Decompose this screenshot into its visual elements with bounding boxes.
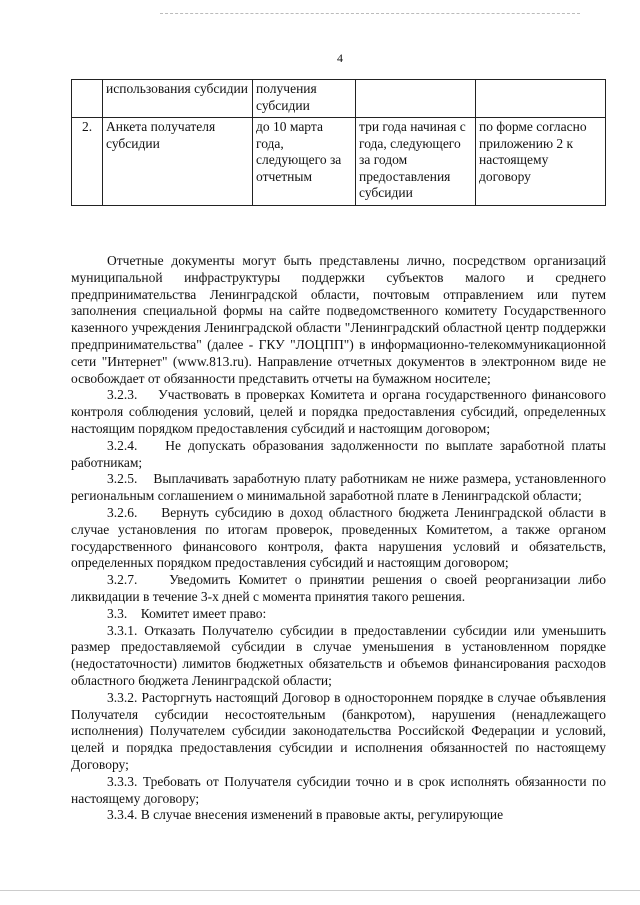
table-cell-form: по форме согласно приложению 2 к настоящему договору bbox=[476, 118, 606, 206]
paragraph-3-2-4: 3.2.4. Не допускать образования задолженности по выплате заработной платы работникам; bbox=[71, 437, 606, 470]
paragraph-3-2-5: 3.2.5. Выплачивать заработную плату работникам не ниже размера, установленного региональным соглашением о минимальной заработной плате в Ленинградской области; bbox=[71, 471, 606, 504]
paragraph-3-3-3: 3.3.3. Требовать от Получателя субсидии точно и в срок исполнять обязанности по настоящему договору; bbox=[71, 773, 606, 806]
paragraph-3-2-7: 3.2.7. Уведомить Комитет о принятии решения о своей реорганизации либо ликвидации в течение 3-х дней с момента принятия такого решения. bbox=[71, 572, 606, 604]
paragraph-3-3: 3.3. Комитет имеет право: bbox=[107, 605, 267, 621]
paragraph-3-3-2: 3.3.2. Расторгнуть настоящий Договор в одностороннем порядке в случае объявления Получателя субсидии несостоятельным (банкротом), нарушения (ненадлежащего исполнения) Получателем субсидии законодательства Российской Федерации и условий, целей и порядка предоставления субсидии и исполнения обязанностей по настоящему Договору; bbox=[71, 689, 606, 772]
paragraph-3-2-6: 3.2.6. Вернуть субсидию в доход областного бюджета Ленинградской области в случае установления по итогам проверок, проведенных Комитетом, а также органом государственного финансового контроля, факта нарушения условий и обязательств, определенных порядком предоставления субсидий и настоящим договором; bbox=[71, 504, 606, 571]
table-row bbox=[72, 80, 606, 118]
table-cell-deadline: получения субсидии bbox=[253, 80, 356, 118]
scan-edge-top bbox=[160, 13, 580, 14]
paragraph-3-3-1: 3.3.1. Отказать Получателю субсидии в предоставлении субсидии или уменьшить размер предоставляемой субсидии в случае уменьшения в установленном порядке (недостаточности) лимитов бюджетных обязательств и объемов финансирования расходов областного бюджета Ленинградской области; bbox=[71, 622, 606, 688]
body-text bbox=[71, 253, 606, 824]
table-cell-deadline: до 10 марта года, следующего за отчетным bbox=[253, 118, 356, 206]
report-documents-table bbox=[71, 79, 606, 206]
table-cell-form bbox=[476, 80, 606, 118]
table-cell-storage-period bbox=[356, 80, 476, 118]
paragraph-3-3-4: 3.3.4. В случае внесения изменений в правовые акты, регулирующие bbox=[107, 807, 504, 823]
table-cell-storage-period: три года начиная с года, следующего за годом предоставления субсидии bbox=[356, 118, 476, 206]
paragraph-report-submission: Отчетные документы могут быть представлены лично, посредством организаций муниципальной инфраструктуры поддержки субъектов малого и среднего предпринимательства Ленинградской области, почтовым отправлением или путем заполнения специальной формы на сайте подведомственного комитету Государственного казенного учреждения Ленинградской области "Ленинградский областной центр поддержки предпринимательства" (далее - ГКУ "ЛОЦПП") в информационно-телекоммуникационной сети "Интернет" (www.813.ru). Направление отчетных документов в электронном виде не освобождает от обязанности представить отчеты на бумажном носителе; bbox=[71, 253, 606, 386]
table-cell-number: 2. bbox=[72, 118, 103, 206]
scan-edge-bottom bbox=[0, 890, 640, 891]
table-cell-document-name: использования субсидии bbox=[103, 80, 253, 118]
table-cell-document-name: Анкета получателя субсидии bbox=[103, 118, 253, 206]
table-row bbox=[72, 118, 606, 206]
table-cell-number bbox=[72, 80, 103, 118]
paragraph-3-2-3: 3.2.3. Участвовать в проверках Комитета и органа государственного финансового контроля соблюдения условий, целей и порядка предоставления субсидий, определенных настоящим порядком предоставления субсидий и настоящим договором; bbox=[71, 387, 606, 436]
page-number: 4 bbox=[337, 51, 343, 65]
